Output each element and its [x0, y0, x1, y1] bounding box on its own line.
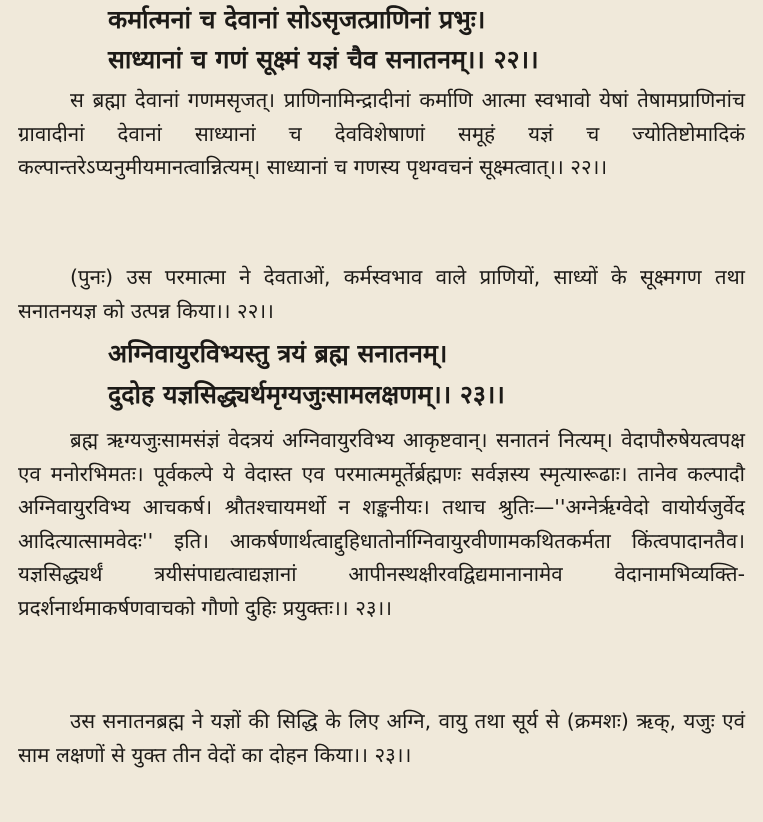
- hindi-translation-22: (पुनः) उस परमात्मा ने देवताओं, कर्मस्वभाव वाले प्राणियों, साध्यों के सूक्ष्मगण तथा सनातनयज्ञ को उत्पन्न किया।। २२।।: [18, 265, 745, 323]
- commentary-22: स ब्रह्मा देवानां गणमसृजत्। प्राणिनामिन्द्रादीनां कर्माणि आत्मा स्वभावो येषां तेषामप्राणिनांच ग्रावादीनां देवानां साध्यानां च देवविशेषाणां समूहं यज्ञं च ज्योतिष्टोमादिकं कल्पान्तरेऽप्यनुमीयमानत्वान्नित्यम्। साध्यानां च गणस्य पृथग्वचनं सूक्ष्मत्वात्।। २२।।: [18, 88, 745, 179]
- verse-23-line-2: दुदोह यज्ञसिद्ध्यर्थमृग्यजुःसामलक्षणम्।। २३।।: [108, 380, 505, 409]
- verse-22-line-1: कर्मात्मनां च देवानां सोऽसृजत्प्राणिनां प्रभुः।: [108, 5, 486, 34]
- verse-23-line-1: अग्निवायुरविभ्यस्तु त्रयं ब्रह्म सनातनम्।: [108, 339, 448, 368]
- commentary-23: ब्रह्म ऋग्यजुःसामसंज्ञं वेदत्रयं अग्निवायुरविभ्य आकृष्टवान्। सनातनं नित्यम्। वेदापौरुषेयत्वपक्ष एव मनोरभिमतः। पूर्वकल्पे ये वेदास्त एव परमात्ममूर्तेर्ब्रह्मणः सर्वज्ञस्य स्मृत्यारूढाः। तानेव कल्पादौ अग्निवायुरविभ्य आचकर्ष। श्रौतश्चायमर्थो न शङ्कनीयः। तथाच श्रुतिः—''अग्नेर्ऋग्वेदो वायोर्यजुर्वेद आदित्यात्सामवेदः'' इति। आकर्षणार्थत्वाद्दुहिधातोर्नाग्निवायुरवीणामकथितकर्मता किंत्वपादानतैव। यज्ञसिद्ध्यर्थं त्रयीसंपाद्यत्वाद्यज्ञानां आपीनस्थक्षीरवद्विद्यमानानामेव वेदानामभिव्यक्ति-प्रदर्शनार्थमाकर्षणवाचको गौणो दुहिः प्रयुक्तः।। २३।।: [18, 428, 745, 620]
- verse-22-line-2: साध्यानां च गणं सूक्ष्मं यज्ञं चैव सनातनम्।। २२।।: [108, 45, 539, 74]
- hindi-translation-23: उस सनातनब्रह्म ने यज्ञों की सिद्धि के लिए अग्नि, वायु तथा सूर्य से (क्रमशः) ऋक्, यजुः एवं साम लक्षणों से युक्त तीन वेदों का दोहन किया।। २३।।: [18, 709, 745, 767]
